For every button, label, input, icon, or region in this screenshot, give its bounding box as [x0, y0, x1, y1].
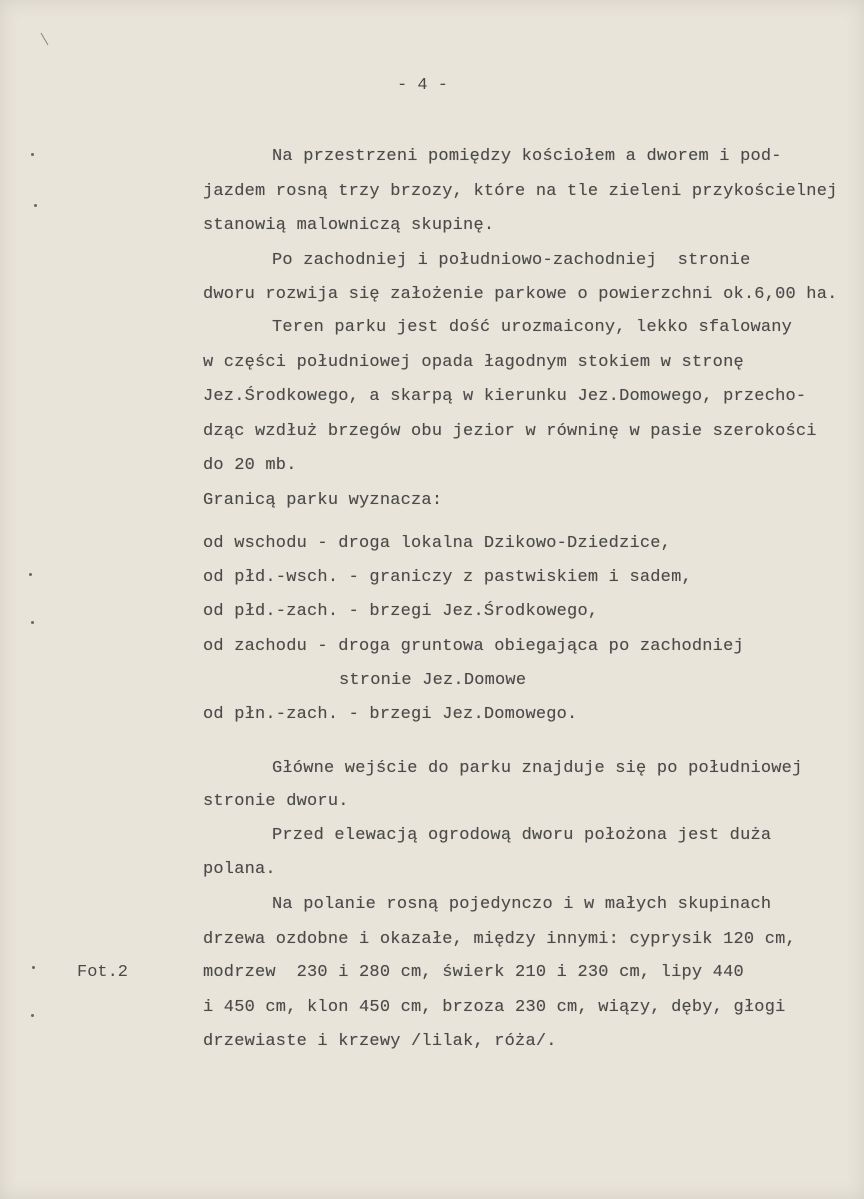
list-item: od zachodu - droga gruntowa obiegająca po zachodniej	[203, 637, 744, 656]
text-line: Na przestrzeni pomiędzy kościołem a dworem i pod-	[272, 147, 782, 166]
margin-mark	[31, 1014, 34, 1017]
text-line: drzewa ozdobne i okazałe, między innymi: cyprysik 120 cm,	[203, 930, 796, 949]
text-line: dworu rozwija się założenie parkowe o powierzchni ok.6,00 ha.	[203, 285, 838, 304]
margin-mark	[34, 204, 37, 207]
text-line: Jez.Środkowego, a skarpą w kierunku Jez.Domowego, przecho-	[203, 387, 807, 406]
text-line: dząc wzdłuż brzegów obu jezior w równinę w pasie szerokości	[203, 422, 817, 441]
text-line: jazdem rosną trzy brzozy, które na tle zieleni przykościelnej	[203, 182, 838, 201]
margin-mark	[31, 621, 34, 624]
page-number: - 4 -	[397, 76, 449, 95]
text-line: stanowią malowniczą skupinę.	[203, 216, 495, 235]
text-line: drzewiaste i krzewy /lilak, róża/.	[203, 1032, 557, 1051]
text-line: w części południowej opada łagodnym stokiem w stronę	[203, 353, 744, 372]
text-line: Na polanie rosną pojedynczo i w małych skupinach	[272, 895, 772, 914]
margin-mark	[31, 153, 34, 156]
list-item: od wschodu - droga lokalna Dzikowo-Dziedzice,	[203, 534, 672, 553]
list-item: od płd.-wsch. - graniczy z pastwiskiem i sadem,	[203, 568, 692, 587]
text-line: i 450 cm, klon 450 cm, brzoza 230 cm, wiązy, dęby, głogi	[203, 998, 786, 1017]
margin-mark	[41, 33, 49, 46]
text-line: modrzew 230 i 280 cm, świerk 210 i 230 cm, lipy 440	[203, 963, 744, 982]
margin-mark	[29, 573, 32, 576]
text-line: Granicą parku wyznacza:	[203, 491, 443, 510]
text-line: do 20 mb.	[203, 456, 297, 475]
text-line: Po zachodniej i południowo-zachodniej stronie	[272, 251, 751, 270]
list-item: stronie Jez.Domowe	[339, 671, 527, 690]
text-line: polana.	[203, 860, 276, 879]
margin-mark	[32, 966, 35, 969]
list-item: od płd.-zach. - brzegi Jez.Środkowego,	[203, 602, 599, 621]
text-line: stronie dworu.	[203, 792, 349, 811]
text-line: Główne wejście do parku znajduje się po południowej	[272, 759, 803, 778]
photo-reference: Fot.2	[77, 963, 129, 982]
text-line: Przed elewacją ogrodową dworu położona jest duża	[272, 826, 772, 845]
list-item: od płn.-zach. - brzegi Jez.Domowego.	[203, 705, 578, 724]
text-line: Teren parku jest dość urozmaicony, lekko sfalowany	[272, 318, 793, 337]
